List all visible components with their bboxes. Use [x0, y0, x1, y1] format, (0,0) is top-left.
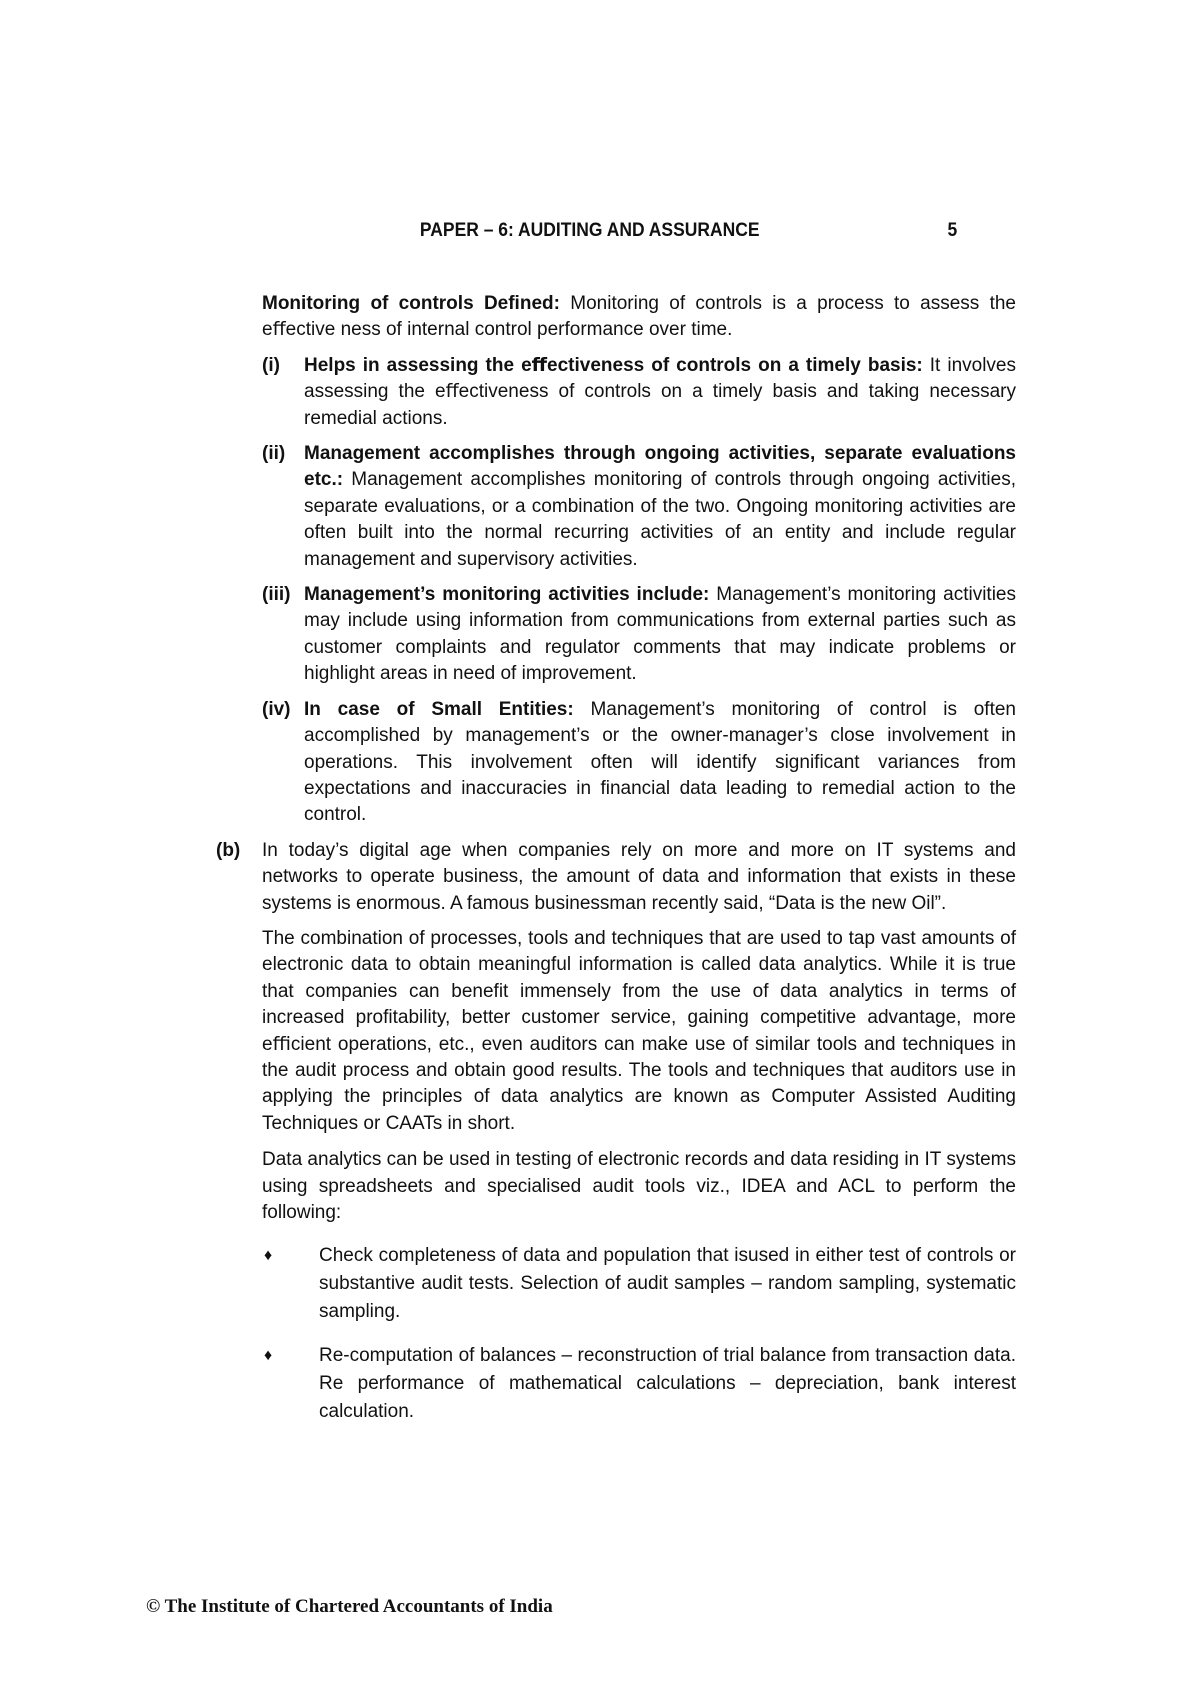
- list-item-i: [216, 353, 1016, 432]
- item-heading: In case of Small Entities:: [304, 698, 574, 720]
- item-text: It involves assessing the eﬀectiveness of controls on a timely basis and taking necessary remedial actions.: [304, 354, 1016, 429]
- copyright-footer: © The Institute of Chartered Accountants of India: [146, 1596, 553, 1617]
- item-number: (iii): [262, 584, 291, 606]
- diamond-bullet-icon: ♦: [264, 1347, 273, 1365]
- bullet-item: [216, 1342, 1016, 1426]
- list-item-iv: [216, 697, 1016, 829]
- bullet-text: Check completeness of data and population that isused in either test of controls or substantive audit tests. Selection of audit samples – random sampling, systematic sampling.: [319, 1245, 1016, 1323]
- diamond-bullet-icon: ♦: [264, 1247, 273, 1265]
- page-header: [258, 220, 957, 244]
- data-analytics-paragraph: The combination of processes, tools and techniques that are used to tap vast amounts of electronic data to obtain meaningful information is called data analytics. While it is true that companies can benefit immensely from the use of data analytics in terms of increased profitability, better customer service, gaining competitive advantage, more eﬃcient operations, etc., even auditors can make use of similar tools and techniques in the audit process and obtain good results. The tools and techniques that auditors use in applying the principles of data analytics are known as Computer Assisted Auditing Techniques or CAATs in short.: [262, 927, 1016, 1134]
- item-heading: Helps in assessing the eﬀectiveness of controls on a timely basis:: [304, 354, 923, 376]
- item-number: (ii): [262, 443, 286, 465]
- intro-text: Monitoring of controls is a process to assess the eﬀective ness of internal control performance over time.: [262, 293, 1016, 341]
- list-item-ii: [216, 441, 1016, 573]
- item-heading: Management’s monitoring activities include:: [304, 584, 710, 606]
- bullet-text: Re-computation of balances – reconstruction of trial balance from transaction data. Re performance of mathematical calculations – depreciation, bank interest calculation.: [319, 1345, 1016, 1423]
- page-number: 5: [947, 220, 958, 241]
- bullet-item: [216, 1242, 1016, 1326]
- item-number: (iv): [262, 698, 291, 720]
- part-b-text: In today’s digital age when companies rely on more and more on IT systems and networks to operate business, the amount of data and information that exists in these systems is enormous. A famous businessman recently said, “Data is the new Oil”.: [262, 839, 1016, 914]
- part-b-paragraph: [216, 838, 1016, 917]
- testing-paragraph: Data analytics can be used in testing of electronic records and data residing in IT systems using spreadsheets and specialised audit tools viz., IDEA and ACL to perform the following:: [262, 1149, 1016, 1223]
- item-heading: Management accomplishes through ongoing activities, separate evaluations etc.:: [304, 443, 1016, 491]
- item-number: (i): [262, 354, 280, 376]
- item-text: Management’s monitoring activities may include using information from communications from external parties such as customer complaints and regulator comments that may indicate problems or highlight areas in need of improvement.: [304, 584, 1016, 685]
- item-text: Management’s monitoring of control is often accomplished by management’s or the owner-manager’s close involvement in operations. This involvement often will identify significant variances from expectations and inaccuracies in financial data leading to remedial action to the control.: [304, 698, 1017, 826]
- intro-paragraph: [216, 291, 1016, 344]
- list-item-iii: [216, 582, 1016, 688]
- paper-title: PAPER – 6: AUDITING AND ASSURANCE: [419, 220, 760, 241]
- part-b-label: (b): [216, 839, 241, 861]
- item-text: Management accomplishes monitoring of controls through ongoing activities, separate evaluations, or a combination of the two. Ongoing monitoring activities are often built into the normal recurring activities of an entity and include regular management and supervisory activities.: [304, 469, 1016, 570]
- intro-heading: Monitoring of controls Defined:: [262, 293, 560, 314]
- document-body: [216, 291, 1016, 1426]
